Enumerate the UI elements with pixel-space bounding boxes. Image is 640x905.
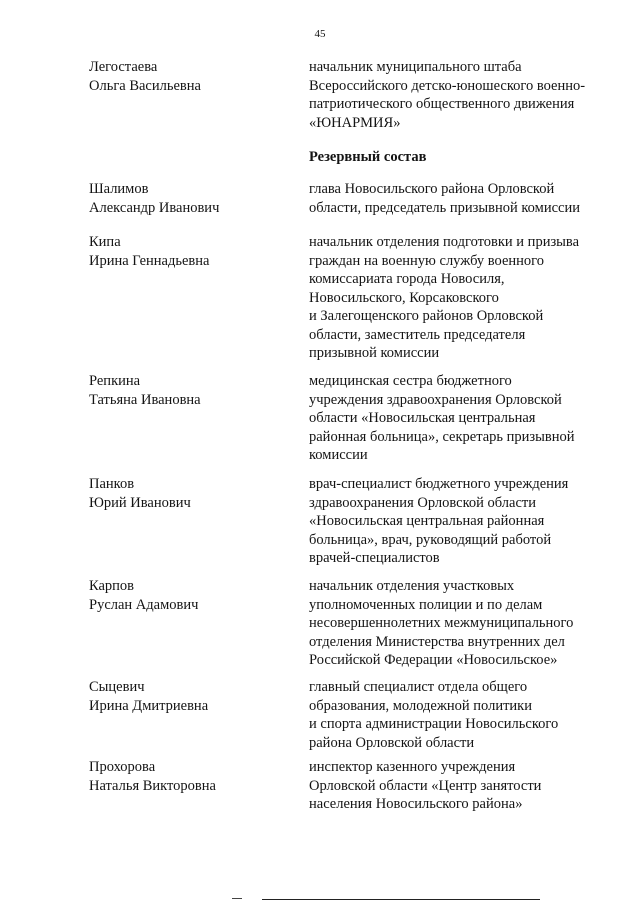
role-line: инспектор казенного учреждения bbox=[309, 759, 516, 775]
role-line: граждан на военную службу военного bbox=[309, 252, 544, 269]
member-surname: Панков bbox=[89, 476, 135, 492]
member-name bbox=[89, 180, 299, 217]
role-line: уполномоченных полиции и по делам bbox=[309, 596, 543, 613]
role-line: главный специалист отдела общего bbox=[309, 679, 528, 695]
member-name bbox=[89, 758, 299, 795]
member-role bbox=[309, 758, 599, 814]
member-role bbox=[309, 58, 599, 132]
role-line: врачей-специалистов bbox=[309, 550, 440, 566]
role-line: Всероссийского детско-юношеского военно- bbox=[309, 77, 586, 94]
role-line: врач-специалист бюджетного учреждения bbox=[309, 476, 569, 492]
page-number: 45 bbox=[314, 28, 326, 40]
member-surname: Сыцевич bbox=[89, 679, 145, 695]
role-line: здравоохранения Орловской области bbox=[309, 494, 536, 511]
member-given-names: Александр Иванович bbox=[89, 199, 220, 216]
role-line: районная больница», секретарь призывной bbox=[309, 428, 575, 445]
role-line: «Новосильская центральная районная bbox=[309, 513, 545, 529]
member-name bbox=[89, 233, 299, 270]
role-line: Новосильского, Корсаковского bbox=[309, 289, 499, 306]
role-line: глава Новосильского района Орловской bbox=[309, 181, 555, 197]
role-line: района Орловской области bbox=[309, 734, 475, 751]
role-line: учреждения здравоохранения Орловской bbox=[309, 391, 562, 408]
role-line: начальник муниципального штаба bbox=[309, 59, 522, 75]
member-role bbox=[309, 233, 599, 363]
role-line: комиссариата города Новосиля, bbox=[309, 271, 505, 287]
role-line: комиссии bbox=[309, 447, 368, 463]
role-line: патриотического общественного движения bbox=[309, 96, 575, 112]
role-line: Российской Федерации «Новосильское» bbox=[309, 652, 558, 668]
member-role bbox=[309, 577, 599, 670]
role-line: области, председатель призывной комиссии bbox=[309, 199, 580, 216]
member-surname: Репкина bbox=[89, 373, 141, 389]
role-line: «ЮНАРМИЯ» bbox=[309, 114, 401, 131]
member-name bbox=[89, 372, 299, 409]
role-line: больница», врач, руководящий работой bbox=[309, 531, 552, 548]
member-given-names: Руслан Адамович bbox=[89, 596, 199, 613]
member-role bbox=[309, 475, 599, 568]
member-given-names: Юрий Иванович bbox=[89, 494, 191, 511]
role-line: несовершеннолетних межмуниципального bbox=[309, 615, 574, 631]
member-given-names: Ирина Дмитриевна bbox=[89, 697, 209, 714]
role-line: медицинская сестра бюджетного bbox=[309, 373, 512, 389]
member-given-names: Ольга Васильевна bbox=[89, 77, 201, 94]
section-heading: Резервный состав bbox=[309, 149, 427, 165]
member-given-names: Ирина Геннадьевна bbox=[89, 252, 210, 269]
role-line: образования, молодежной политики bbox=[309, 697, 532, 714]
role-line: начальник отделения подготовки и призыва bbox=[309, 234, 580, 250]
member-role bbox=[309, 372, 599, 465]
role-line: населения Новосильского района» bbox=[309, 796, 523, 812]
member-name bbox=[89, 58, 299, 95]
member-surname: Легостаева bbox=[89, 59, 158, 75]
member-surname: Шалимов bbox=[89, 181, 149, 197]
footer-mark bbox=[232, 898, 242, 899]
role-line: Орловской области «Центр занятости bbox=[309, 777, 542, 794]
role-line: призывной комиссии bbox=[309, 345, 440, 361]
role-line: и спорта администрации Новосильского bbox=[309, 716, 559, 732]
role-line: отделения Министерства внутренних дел bbox=[309, 633, 565, 650]
member-surname: Прохорова bbox=[89, 759, 156, 775]
role-line: области, заместитель председателя bbox=[309, 326, 526, 343]
member-role bbox=[309, 180, 599, 217]
member-name bbox=[89, 475, 299, 512]
member-given-names: Наталья Викторовна bbox=[89, 777, 216, 794]
role-line: начальник отделения участковых bbox=[309, 578, 515, 594]
member-surname: Кипа bbox=[89, 234, 121, 250]
role-line: области «Новосильская центральная bbox=[309, 410, 536, 426]
member-name bbox=[89, 577, 299, 614]
member-role bbox=[309, 678, 599, 752]
member-name bbox=[89, 678, 299, 715]
role-line: и Залегощенского районов Орловской bbox=[309, 308, 544, 324]
footer-rule bbox=[262, 899, 540, 900]
member-surname: Карпов bbox=[89, 578, 135, 594]
member-given-names: Татьяна Ивановна bbox=[89, 391, 201, 408]
